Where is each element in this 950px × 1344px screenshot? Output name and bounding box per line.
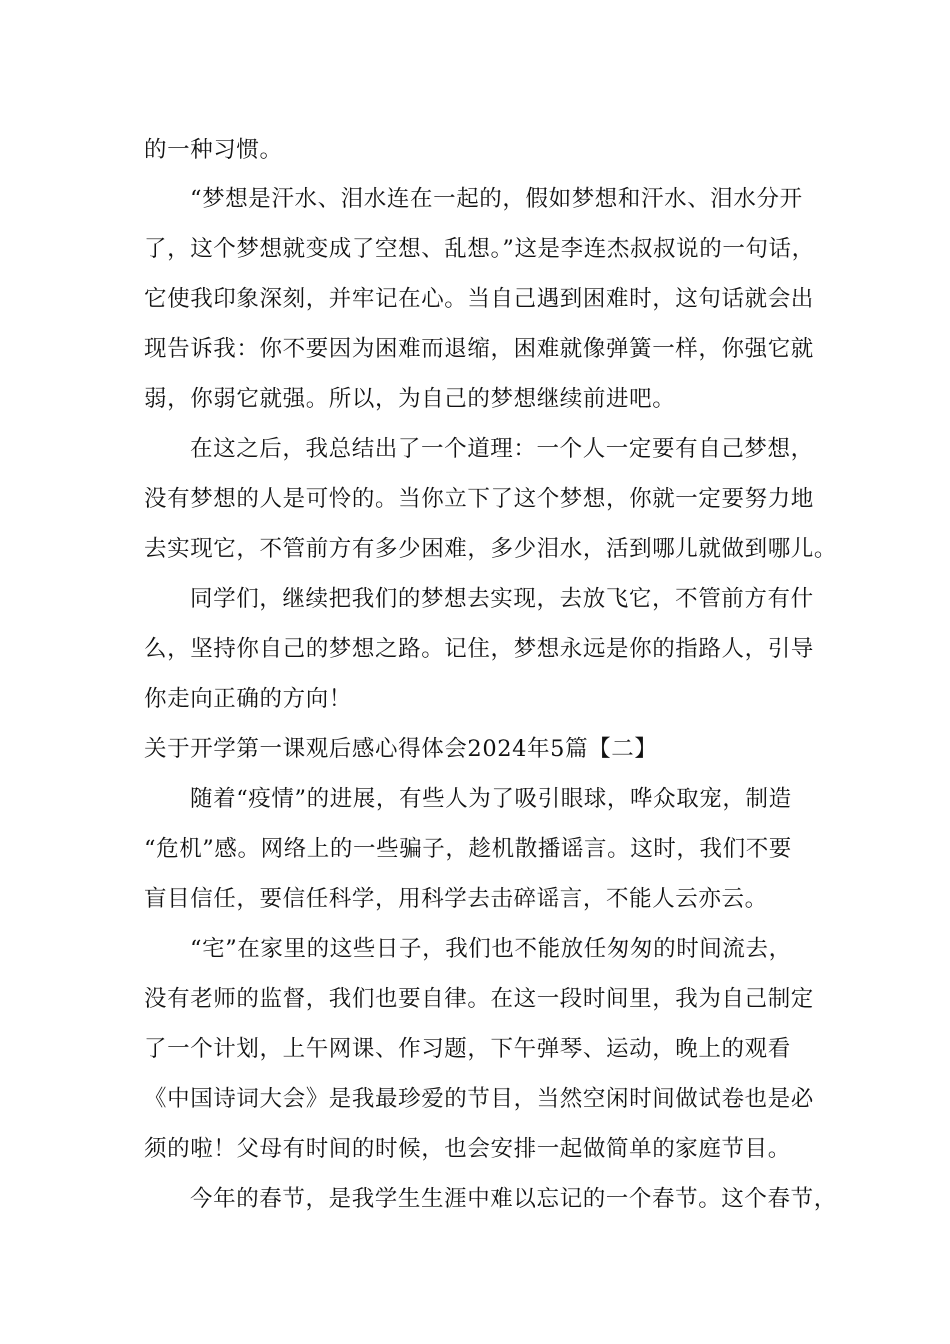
section-heading: 关于开学第一课观后感心得体会2024年5篇【二】 <box>144 736 658 762</box>
paragraph-line: “危机”感。网络上的一些骗子，趁机散播谣言。这时，我们不要 <box>144 836 792 862</box>
paragraph-line: 没有梦想的人是可怜的。当你立下了这个梦想，你就一定要努力地 <box>144 486 814 512</box>
paragraph-line: 现告诉我：你不要因为困难而退缩，困难就像弹簧一样，你强它就 <box>144 336 814 362</box>
paragraph-line: 没有老师的监督，我们也要自律。在这一段时间里，我为自己制定 <box>144 986 814 1012</box>
paragraph-line: 么，坚持你自己的梦想之路。记住，梦想永远是你的指路人，引导 <box>144 636 814 662</box>
paragraph-line: 了一个计划，上午网课、作习题，下午弹琴、运动，晚上的观看 <box>144 1036 791 1062</box>
paragraph-line: 它使我印象深刻，并牢记在心。当自己遇到困难时，这句话就会出 <box>144 286 814 312</box>
paragraph-line: 同学们，继续把我们的梦想去实现，去放飞它，不管前方有什 <box>190 586 814 612</box>
paragraph-line: 去实现它，不管前方有多少困难，多少泪水，活到哪儿就做到哪儿。 <box>144 536 838 562</box>
paragraph-line: 今年的春节，是我学生生涯中难以忘记的一个春节。这个春节， <box>190 1186 837 1212</box>
paragraph-line: 的一种习惯。 <box>144 137 283 163</box>
paragraph-line: 《中国诗词大会》是我最珍爱的节目，当然空闲时间做试卷也是必 <box>144 1086 814 1112</box>
paragraph-line: 盲目信任，要信任科学，用科学去击碎谣言，不能人云亦云。 <box>144 886 768 912</box>
paragraph-line: 须的啦！父母有时间的时候，也会安排一起做简单的家庭节目。 <box>144 1136 791 1162</box>
paragraph-line: “梦想是汗水、泪水连在一起的，假如梦想和汗水、泪水分开 <box>190 186 803 212</box>
paragraph-line: 你走向正确的方向！ <box>144 686 352 712</box>
paragraph-line: “宅”在家里的这些日子，我们也不能放任匆匆的时间流去， <box>190 936 792 962</box>
paragraph-line: 弱，你弱它就强。所以，为自己的梦想继续前进吧。 <box>144 386 676 412</box>
paragraph-line: 了，这个梦想就变成了空想、乱想。”这是李连杰叔叔说的一句话， <box>144 236 815 262</box>
paragraph-line: 在这之后，我总结出了一个道理：一个人一定要有自己梦想， <box>190 436 814 462</box>
paragraph-line: 随着“疫情”的进展，有些人为了吸引眼球，哗众取宠，制造 <box>190 786 792 812</box>
